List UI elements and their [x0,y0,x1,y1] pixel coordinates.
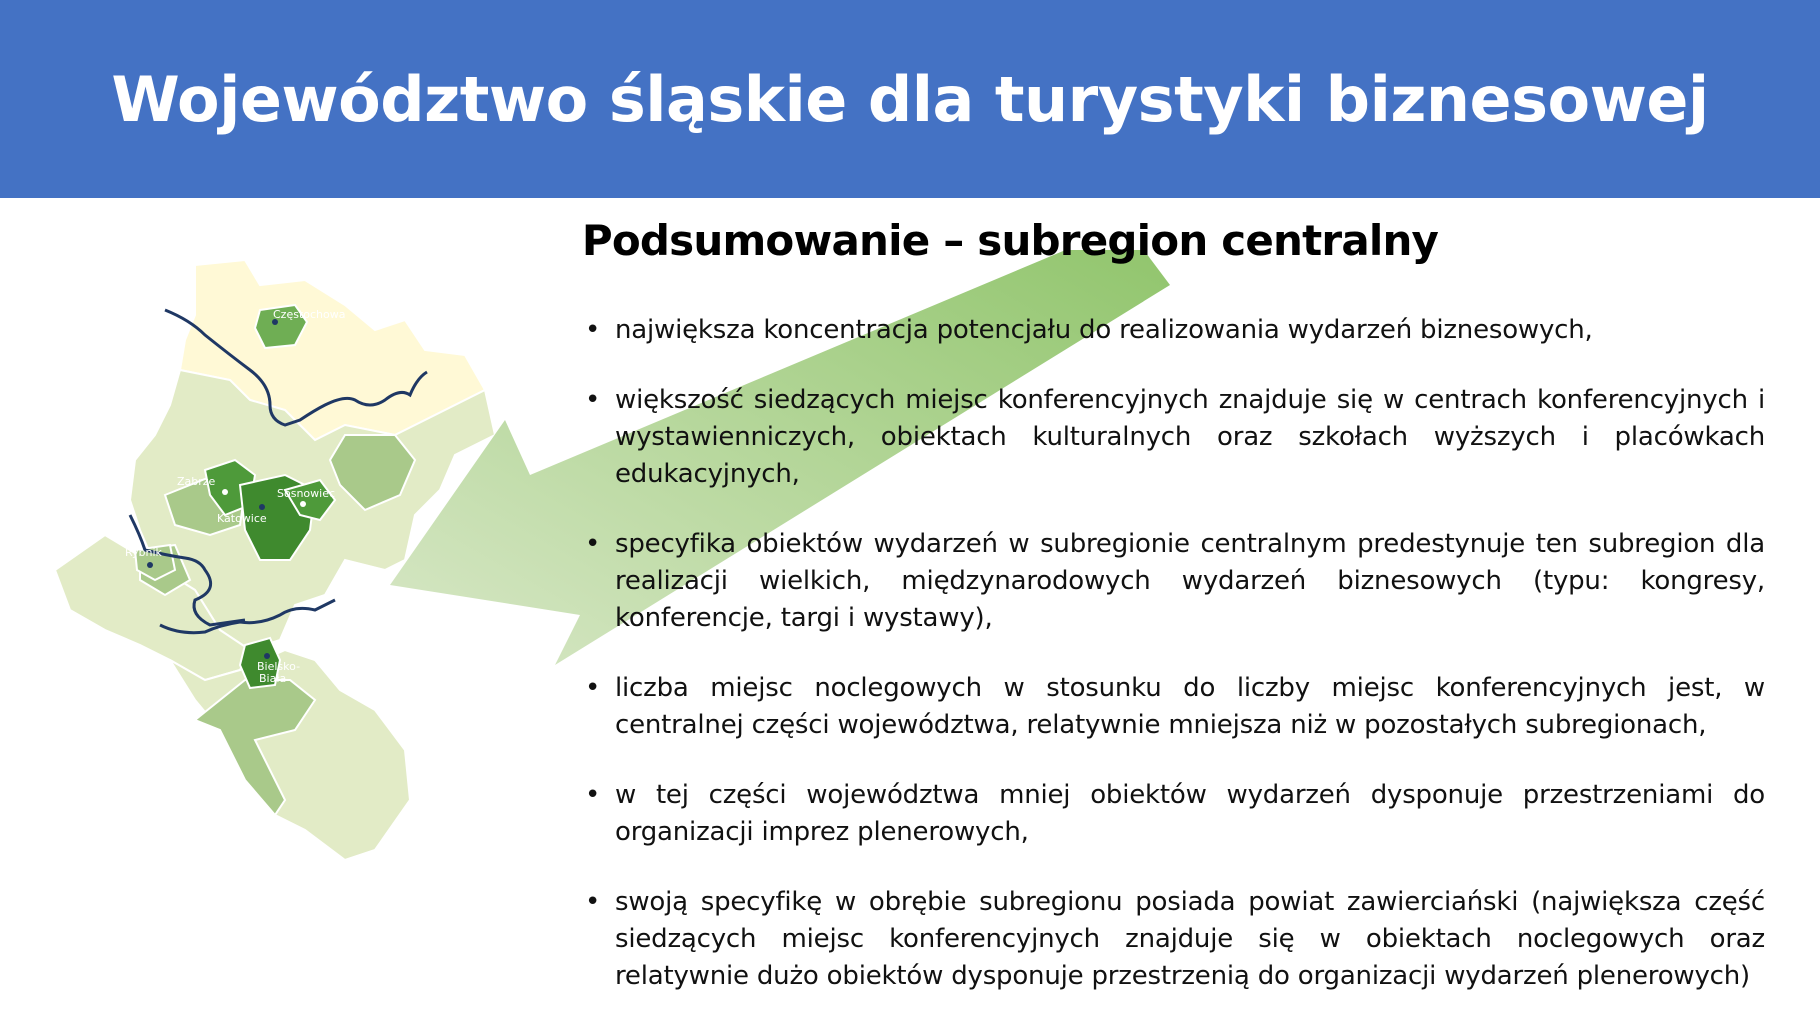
summary-text: większość siedzących miejsc konferencyjnych znajduje się w centrach konferencyjnych i wystawienniczych, obiektach kulturalnych oraz szkołach wyższych i placówkach edukacyjnych, [615,385,1765,489]
map-label-bielsko-2: Biała [259,672,287,685]
summary-item [585,884,1765,995]
map-marker-sosnowiec [300,501,306,507]
summary-item [585,382,1765,493]
summary-text: największa koncentracja potencjału do realizowania wydarzeń biznesowych, [615,315,1593,345]
map-marker-bielsko [264,653,270,659]
bullet-dot: • [585,385,601,415]
slide-subtitle: Podsumowanie – subregion centralny [581,216,1439,265]
slide-title: Województwo śląskie dla turystyki biznesowej [111,62,1709,136]
map-label-katowice: Katowice [217,512,267,525]
bullet-dot: • [585,673,601,703]
bullet-dot: • [585,315,601,345]
bullet-dot: • [585,780,601,810]
summary-item [585,526,1765,637]
map-label-rybnik: Rybnik [125,546,162,559]
bullet-dot: • [585,529,601,559]
summary-text: swoją specyfikę w obrębie subregionu posiada powiat zawierciański (największa część siedzących miejsc konferencyjnych znajduje się w obiektach noclegowych oraz relatywnie dużo obiektów dysponuje przestrzenią do organizacji wydarzeń plenerowych) [615,887,1765,991]
map-marker-zabrze [222,489,228,495]
summary-text: liczba miejsc noclegowych w stosunku do liczby miejsc konferencyjnych jest, w centralnej części województwa, relatywnie mniejsza niż w pozostałych subregionach, [615,673,1765,740]
map-label-sosnowiec: Sosnowiec [277,487,336,500]
map-marker-rybnik [147,562,153,568]
summary-text: w tej części województwa mniej obiektów wydarzeń dysponuje przestrzeniami do organizacji imprez plenerowych, [615,780,1765,847]
summary-item [585,670,1765,744]
summary-text: specyfika obiektów wydarzeń w subregionie centralnym predestynuje ten subregion dla realizacji wielkich, międzynarodowych wydarzeń biznesowych (typu: kongresy, konferencje, targi i wystawy), [615,529,1765,633]
map-label-czestochowa: Częstochowa [273,308,346,321]
map-marker-katowice [259,504,265,510]
summary-item [585,777,1765,851]
map-label-bielsko-1: Bielsko- [257,660,301,673]
summary-list [585,312,1765,1028]
summary-item [585,312,1765,349]
map-label-zabrze: Zabrze [177,475,216,488]
title-banner [0,0,1820,198]
bullet-dot: • [585,887,601,917]
